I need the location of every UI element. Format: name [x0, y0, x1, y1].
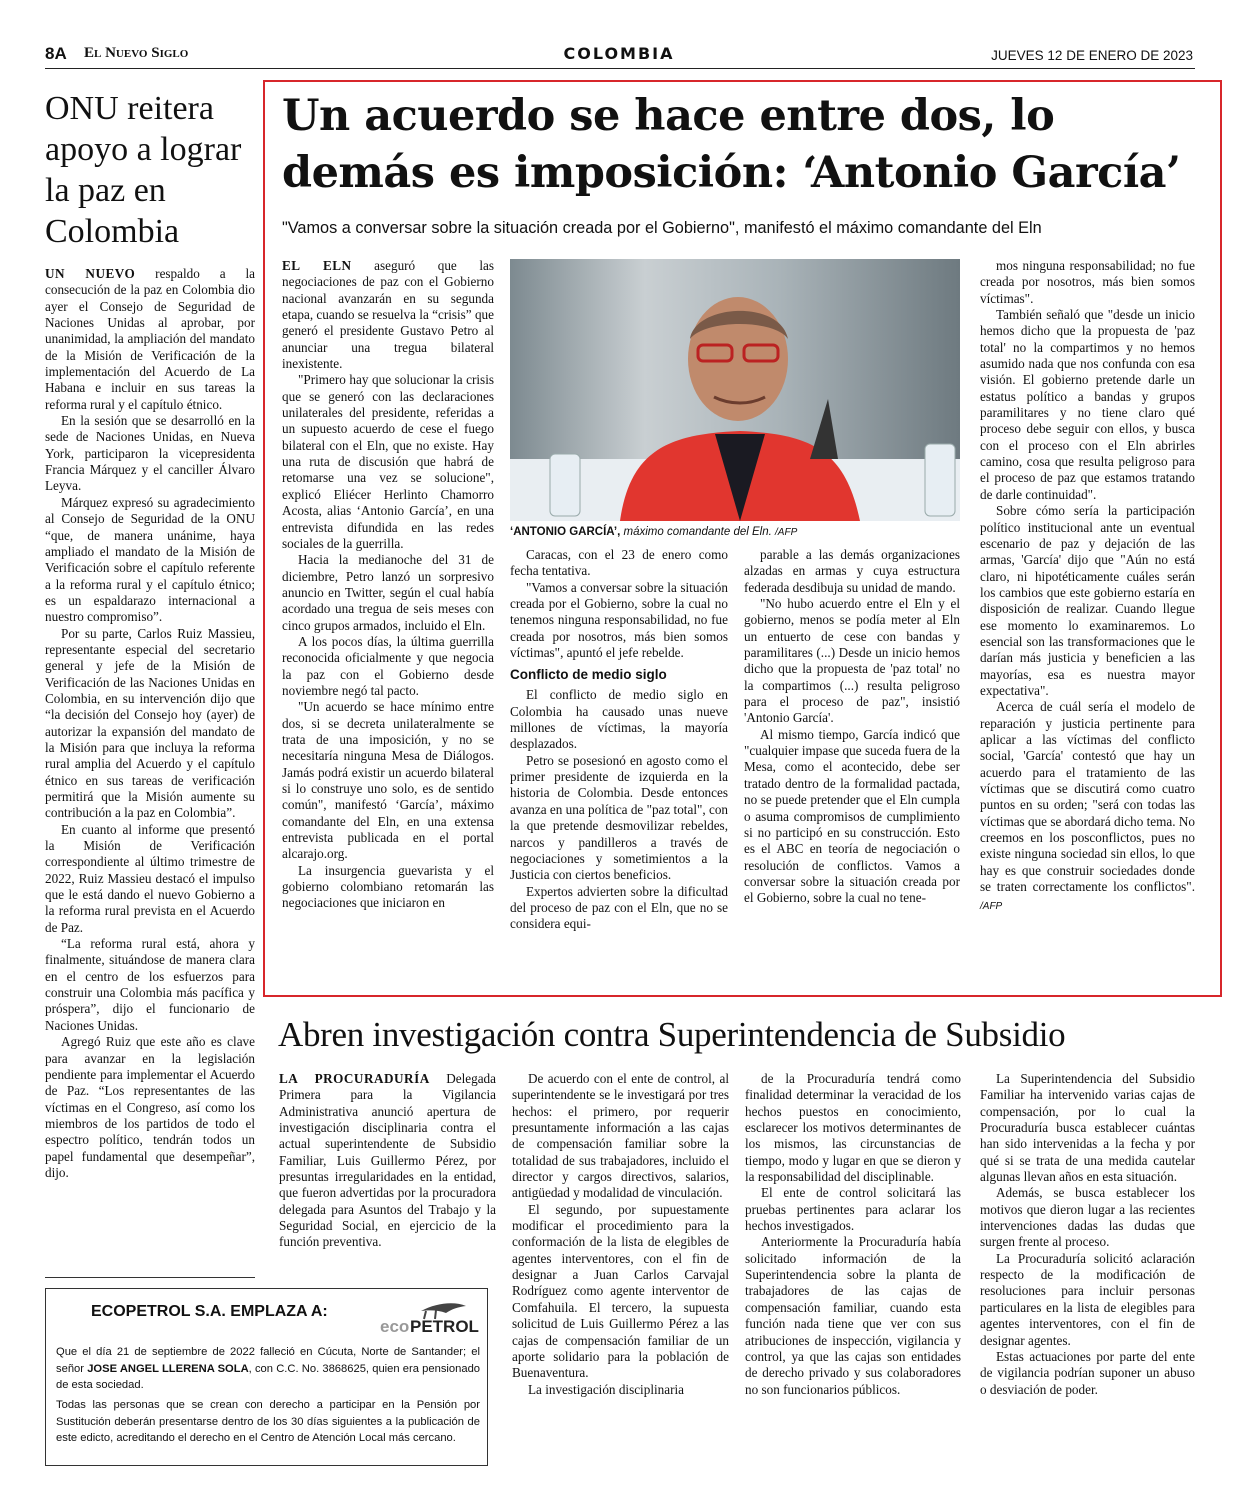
paragraph: Acerca de cuál sería el modelo de reparación y justicia pertinente para aplicar a las víctimas del conflicto social, 'García' contestó que hay un acuerdo para el tratamiento de las víctimas que se discutirá como cuatro puntos en su orden; "será con todas las víctimas que se abordará dicho tema. No creemos en los posconflictos, pues no existe ninguna sociedad sin ellos, lo que hay es que construir sociedades donde se traten correctamente los conflictos". /AFP — [980, 699, 1195, 913]
subsidio-col-2 — [512, 1071, 729, 1398]
header-rule — [45, 68, 1195, 69]
ecopetrol-logo — [366, 1297, 484, 1337]
deceased-name: JOSE ANGEL LLERENA SOLA — [87, 1362, 249, 1375]
paragraph: de la Procuraduría tendrá como finalidad determinar la veracidad de los hechos puestos en conocimiento, esclarecer los motivos determinantes de los mismos, las circunstancias de tiempo, modo y lugar en que se dieron y la responsabilidad del disciplinable. — [745, 1071, 961, 1185]
main-headline: Un acuerdo se hace entre dos, lo demás es imposición: ‘Antonio García’ — [282, 91, 1181, 198]
paragraph: “La reforma rural está, ahora y finalmente, situándose de manera clara en el centro de los esfuerzos para construir una Colombia más pacífica y próspera”, dijo el funcionario de Naciones Unidas. — [45, 936, 255, 1033]
paragraph: "Un acuerdo se hace mínimo entre dos, si se decreta unilateralmente se trata de una imposición, y no se necesitaría ninguna Mesa de Diálogos. Jamás podrá existir un acuerdo bilateral si lo construye uno solo, es de sentido común", manifestó ‘García’, máximo comandante del Eln, en una extensa entrevista publicada en el portal alcarajo.org. — [282, 699, 494, 862]
newspaper-name: El Nuevo Siglo — [84, 45, 189, 61]
onu-headline: ONU reitera apoyo a lograr la paz en Colombia — [45, 90, 242, 250]
paragraph: Por su parte, Carlos Ruiz Massieu, representante especial del secretario general y jefe de la Misión de Verificación de las Naciones Unidas en Colombia, en su intervención dijo que “la decisión del Consejo hoy (ayer) de autorizar la expansión del mandato de la Misión para que incluya la reforma rural amplia del Acuerdo y el capítulo étnico en sus tareas de verificación permitirá que la Misión aumente su contribución a la paz en Colombia”. — [45, 625, 255, 821]
credit: /AFP — [980, 901, 1003, 913]
notice-paragraph-2: Todas las personas que se crean con derecho a participar en la Pensión por Sustitución deberán presentarse dentro de los 30 días siguientes a la publicación de este edicto, acreditando el derecho en el Centro de Atención Local más cercano. — [56, 1399, 480, 1444]
paragraph: Hacia la medianoche del 31 de diciembre, Petro lanzó un sorpresivo anuncio en Twitter, según el cual había acordado una tregua de seis meses con cinco grupos armados, incluido el Eln. — [282, 552, 494, 633]
paragraph: Anteriormente la Procuraduría había solicitado información de la Superintendencia sobre la planta de trabajadores de las cajas de compensación familiar, cuando esta función nada tiene que ver con sus atribuciones de inspección, vigilancia y control, ya que las cajas son entidades de derecho privado y sus colaboradores no son funcionarios públicos. — [745, 1234, 961, 1397]
subsidio-col-4 — [980, 1071, 1195, 1398]
paragraph: El conflicto de medio siglo en Colombia ha causado unas nueve millones de víctimas, la mayoría desplazados. — [510, 687, 728, 752]
main-col-1 — [282, 258, 494, 912]
page-number: 8A — [45, 44, 67, 63]
paragraph: La Procuraduría solicitó aclaración respecto de la modificación de resoluciones para incluir personas particulares en la lista de elegibles para agentes interventores, con el fin de designar agentes. — [980, 1250, 1195, 1348]
onu-bottom-rule — [45, 1277, 255, 1278]
paragraph: parable a las demás organizaciones alzadas en armas y cuya estructura federada desdibuja su unidad de mando. — [744, 547, 960, 595]
paragraph: EL ELN aseguró que las negociaciones de paz con el Gobierno nacional avanzarán en su segunda etapa, cuando se resuelva la “crisis” que generó el presidente Gustavo Petro al anunciar una tregua bilateral inexistente. — [282, 258, 494, 372]
paragraph: La insurgencia guevarista y el gobierno colombiano retomarán las negociaciones que iniciaron en — [282, 862, 494, 911]
logo-eco: eco — [380, 1317, 410, 1336]
notice-title: ECOPETROL S.A. EMPLAZA A: — [91, 1303, 328, 1320]
ecopetrol-notice — [45, 1288, 488, 1466]
paragraph: Sobre cómo sería la participación político institucional ante un eventual escenario de paz y dejación de las armas, 'García' dijo que "Aún no está claro, ni hipotéticamente cuáles serán los cambios que este gobierno estaría en disposición de realizar. Cuando llegue ese momento lo examinaremos. Lo esencial son las transformaciones que le darían más justicia y beneficien a las mayorías, esa es nuestra mayor expectativa". — [980, 503, 1195, 698]
onu-body — [45, 266, 255, 1181]
paragraph: La Superintendencia del Subsidio Familiar ha intervenido varias cajas de compensación, por lo cual la Procuraduría busca establecer cuántas han sido intervenidas a la fecha y por qué si se trata de una medida cautelar algunas llevan años en esta situación. — [980, 1071, 1195, 1185]
antonio-garcia-photo — [510, 259, 960, 521]
paragraph: Caracas, con el 23 de enero como fecha tentativa. — [510, 547, 728, 579]
subsidio-col-3 — [745, 1071, 961, 1398]
paragraph: En la sesión que se desarrolló en la sede de Naciones Unidas, en Nueva York, participaron la vicepresidenta Francia Márquez y el canciller Álvaro Leyva. — [45, 413, 255, 494]
paragraph: Márquez expresó su agradecimiento al Consejo de Seguridad de la ONU “que, de manera unánime, haya ampliado el mandato de la Misión de Verificación sobre el capítulo referente a la reforma rural y el capítulo étnico; es un espaldarazo internacional a nuestro compromiso”. — [45, 494, 255, 625]
main-col-2 — [510, 547, 728, 933]
paragraph: De acuerdo con el ente de control, al superintendente se le investigará por tres hechos: el primero, por requerir presuntamente información a las cajas de compensación familiar sobre la totalidad de sus trabajadores, incluido el director y cargos directivos, salarios, antigüedad y modalidad de vinculación. — [512, 1071, 729, 1201]
lead-words: LA PROCURADURÍA — [279, 1071, 430, 1086]
paragraph: Petro se posesionó en agosto como el primer presidente de izquierda en la historia de Colombia. Desde entonces avanza en una política de "paz total", con la que pretende desmovilizar rebeldes, narcos y pandilleros a través de negociaciones y sometimientos a la Justicia con ciertos beneficios. — [510, 752, 729, 883]
paragraph: "No hubo acuerdo entre el Eln y el gobierno, menos se podía meter al Eln un entuerto de cese con bandas y paramilitares (...) Desde un inicio hemos dicho que la propuesta de 'paz total' no la compartimos (...) resulta peligroso para el proceso de paz", insistió 'Antonio García'. — [744, 596, 960, 726]
onu-article — [45, 88, 255, 1181]
paragraph: Además, se busca establecer los motivos que dieron lugar a las recientes intervenciones dadas las dudas que surgen frente al proceso. — [980, 1185, 1195, 1250]
logo-petrol: PETROL — [410, 1317, 479, 1336]
paragraph: "Vamos a conversar sobre la situación creada por el Gobierno, sobre la cual no tenemos ninguna responsabilidad, no fue creada por nosotros, más bien somos víctimas", apuntó el jefe rebelde. — [510, 579, 728, 661]
paragraph: LA PROCURADURÍA Delegada Primera para la Vigilancia Administrativa anunció apertura de investigación disciplinaria contra el actual superintendente de Subsidio Familiar, Luis Guillermo Pérez, por presuntas irregularidades en la entidad, que fueron advertidas por la procuradora delegada para Asuntos del Trabajo y la Seguridad Social, en ejercicio de la función preventiva. — [279, 1071, 496, 1250]
subhead: Conflicto de medio siglo — [510, 667, 667, 683]
paragraph: La investigación disciplinaria — [528, 1381, 685, 1397]
main-deck: "Vamos a conversar sobre la situación creada por el Gobierno", manifestó el máximo comandante del Eln — [282, 219, 1042, 237]
main-col-4 — [980, 258, 1195, 916]
photo-caption: ‘ANTONIO GARCÍA’, máximo comandante del Eln. /AFP — [510, 526, 798, 538]
paragraph: Estas actuaciones por parte del ente de vigilancia podrían suponer un abuso o desviación de poder. — [980, 1348, 1195, 1397]
paragraph: También señaló que "desde un inicio hemos dicho que la propuesta de 'paz total' no la compartimos y no hemos asumido nada que nos confunda con esa visión. El gobierno pretende darle un estatus político a bandas y grupos paramilitares y no tiene claro qué proceso debe seguir con ellos, y busca con el proceso con el Eln abrirles camino, cosa que resulta peligroso para el proceso de paz que estamos tratando de darle continuidad". — [980, 307, 1195, 502]
lead-words: UN NUEVO — [45, 266, 136, 281]
issue-date: JUEVES 12 DE ENERO DE 2023 — [991, 48, 1193, 63]
paragraph: En cuanto al informe que presentó la Misión de Verificación correspondiente al último trimestre de 2022, Ruiz Massieu destacó el impulso que le está dando el nuevo Gobierno a la reforma rural prevista en el Acuerdo de Paz. — [45, 821, 255, 935]
paragraph: Expertos advierten sobre la dificultad del proceso de paz con el Eln, que no se considera equi- — [510, 883, 728, 932]
paragraph: UN NUEVO respaldo a la consecución de la paz en Colombia dio ayer el Consejo de Seguridad de Naciones Unidas al aprobar, por unanimidad, la ampliación del mandato de la Misión de Verificación de la implementación del Acuerdo de La Habana e incluir en sus tareas la reforma rural y el capítulo étnico. — [45, 266, 255, 412]
paragraph: El ente de control solicitará las pruebas pertinentes para aclarar los hechos investigados. — [745, 1185, 961, 1234]
paragraph: A los pocos días, la última guerrilla reconocida oficialmente y que negocia la paz con el Gobierno desde noviembre negó tal pacto. — [282, 633, 494, 698]
paragraph: Al mismo tiempo, García indicó que "cualquier impase que suceda fuera de la Mesa, como el acontecido, debe ser tratado dentro de la formalidad pactada, no se puede pretender que el Eln cumpla o asuma compromisos de cumplimiento si no participó en su construcción. Esto es el ABC en teoría de negociación o resolución de conflictos. Vamos a conversar sobre la situación creada por el Gobierno, sobre la cual no tene- — [744, 726, 960, 906]
paragraph: Agregó Ruiz que este año es clave para avanzar en la legislación pendiente para implementar el Acuerdo de Paz. “Los representantes de las víctimas en el Congreso, así como los miembros de los partidos de todo el espectro político, tendrán todos un papel fundamental que desempeñar”, dijo. — [45, 1034, 255, 1180]
subsidio-col-1 — [279, 1071, 496, 1251]
notice-paragraph-1: Que el día 21 de septiembre de 2022 falleció en Cúcuta, Norte de Santander; el señor JOSE ANGEL LLERENA SOLA, con C.C. No. 3868625, quien era pensionado de esta sociedad. — [56, 1346, 481, 1391]
main-col-3 — [744, 547, 960, 907]
paragraph: El segundo, por supuestamente modificar el procedimiento para la conformación de la lista de elegibles de agentes interventores, con el fin de designar a Juan Carlos Carvajal Rodríguez como agente interventor de Comfahuila. El tercero, la supuesta solicitud de Luis Guillermo Pérez a las cajas de compensación familiar de un aporte solidario para la población de Buenaventura. — [512, 1201, 729, 1381]
lead-words: EL ELN — [282, 258, 352, 273]
paragraph: mos ninguna responsabilidad; no fue creada por nosotros, más bien somos víctimas". — [980, 258, 1195, 306]
section-name: COLOMBIA — [563, 44, 675, 63]
paragraph: "Primero hay que solucionar la crisis que se generó con las declaraciones unilaterales del presidente, referidas a un supuesto acuerdo de cese el fuego bilateral con el Eln, que no existe. Hay una ruta de discusión que habrá de retomarse una vez se solucione", explicó Eliécer Herlinto Chamorro Acosta, alias ‘Antonio García’, en una entrevista difundida en las redes sociales de la guerrilla. — [282, 372, 494, 551]
subsidio-headline: Abren investigación contra Superintendencia de Subsidio — [278, 1015, 1066, 1054]
